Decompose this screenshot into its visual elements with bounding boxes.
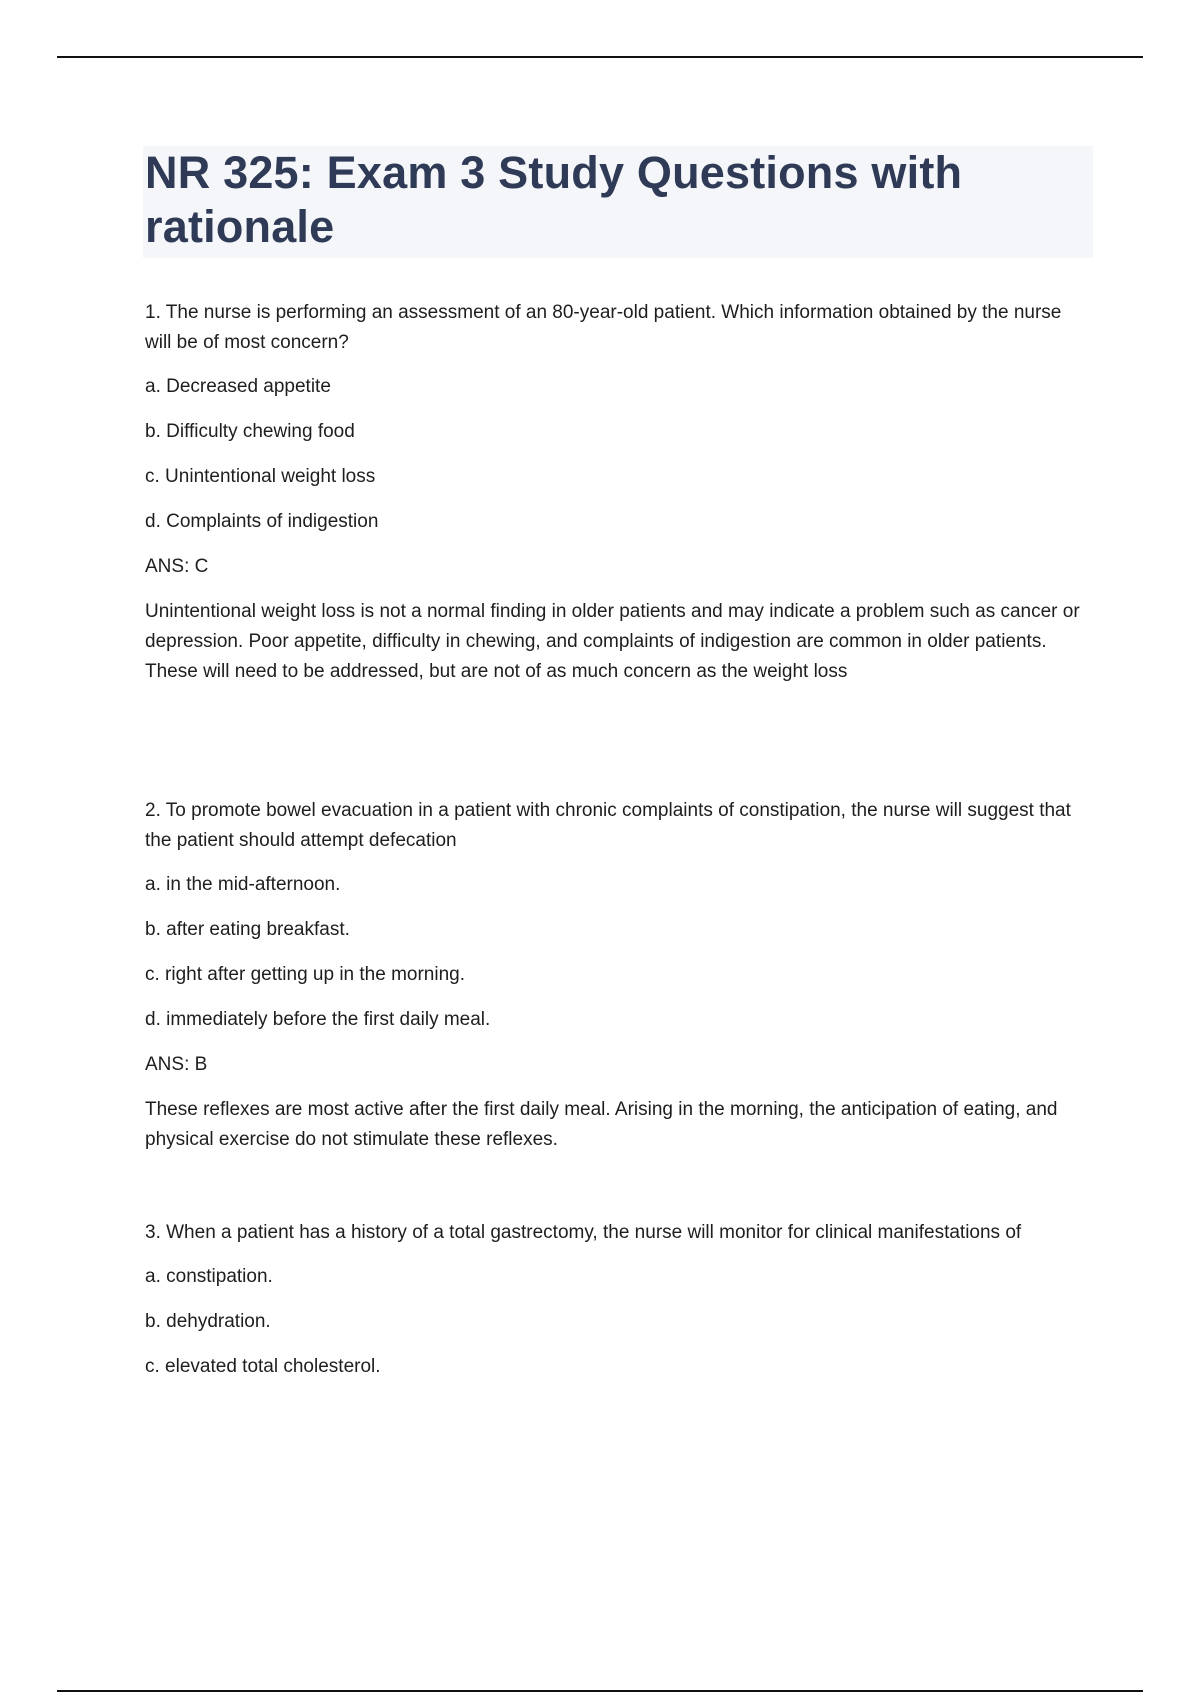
option-a: a. constipation. bbox=[145, 1266, 273, 1287]
question-stem: 1. The nurse is performing an assessment of an 80-year-old patient. Which information obtained by the nurse will be of most concern? bbox=[145, 302, 1062, 353]
title-banner bbox=[143, 146, 1093, 258]
rationale: These reflexes are most active after the first daily meal. Arising in the morning, the anticipation of eating, and physical exercise do not stimulate these reflexes. bbox=[145, 1099, 1058, 1150]
document-body bbox=[145, 298, 1085, 1377]
option-b: b. dehydration. bbox=[145, 1311, 271, 1332]
question-1 bbox=[145, 298, 1085, 687]
document-title: NR 325: Exam 3 Study Questions with rationale bbox=[145, 147, 963, 252]
option-c: c. right after getting up in the morning. bbox=[145, 964, 466, 985]
answer-key: ANS: B bbox=[145, 1054, 208, 1075]
option-c: c. elevated total cholesterol. bbox=[145, 1356, 381, 1377]
option-d: d. immediately before the first daily meal. bbox=[145, 1009, 491, 1030]
option-d: d. Complaints of indigestion bbox=[145, 511, 379, 532]
option-a: a. Decreased appetite bbox=[145, 376, 331, 397]
question-stem: 2. To promote bowel evacuation in a patient with chronic complaints of constipation, the nurse will suggest that the patient should attempt defecation bbox=[145, 800, 1071, 851]
option-a: a. in the mid-afternoon. bbox=[145, 874, 341, 895]
top-rule bbox=[57, 56, 1143, 58]
rationale: Unintentional weight loss is not a normal finding in older patients and may indicate a problem such as cancer or depression. Poor appetite, difficulty in chewing, and complaints of indigestion are common in older patients. These will need to be addressed, but are not of as much concern as the weight loss bbox=[145, 601, 1080, 682]
answer-key: ANS: C bbox=[145, 556, 209, 577]
question-3 bbox=[145, 1218, 1085, 1397]
bottom-rule bbox=[57, 1690, 1143, 1692]
option-c: c. Unintentional weight loss bbox=[145, 466, 376, 487]
option-b: b. after eating breakfast. bbox=[145, 919, 350, 940]
question-2 bbox=[145, 796, 1085, 1155]
question-stem: 3. When a patient has a history of a total gastrectomy, the nurse will monitor for clinical manifestations of bbox=[145, 1222, 1022, 1243]
option-b: b. Difficulty chewing food bbox=[145, 421, 355, 442]
